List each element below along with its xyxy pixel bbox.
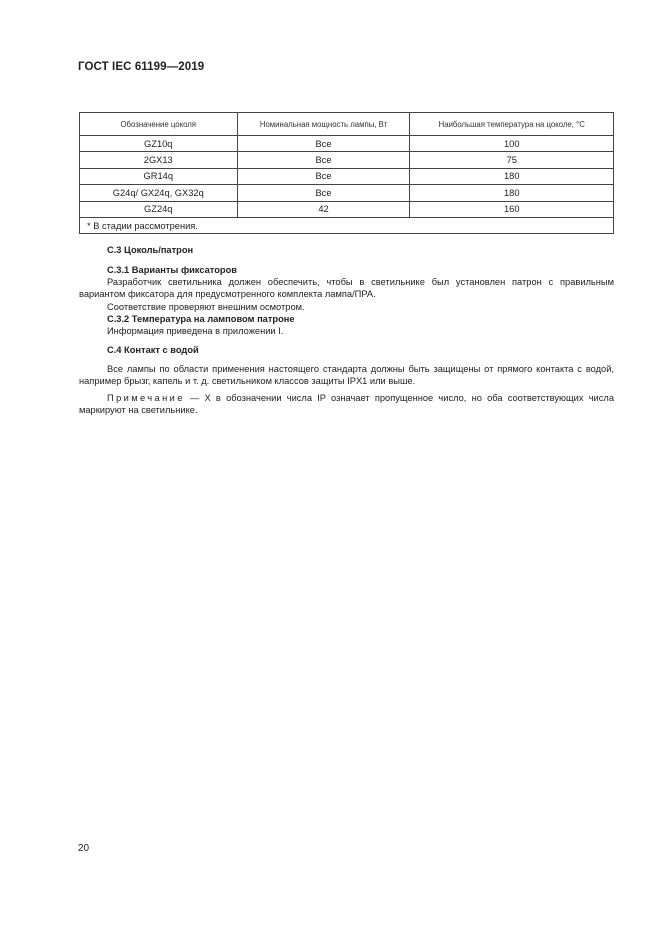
section-c31-paragraph: Разработчик светильника должен обеспечить, чтобы в светильнике был установлен патрон с правильным вариантом фиксатора для предусмотренного комплекта лампа/ПРА.	[79, 277, 614, 300]
table-cell: 42	[237, 201, 410, 217]
section-c31-check-paragraph: Соответствие проверяют внешним осмотром.	[107, 301, 305, 312]
table-cell: Все	[237, 152, 410, 168]
section-c32-heading: С.3.2 Температура на ламповом патроне	[107, 313, 295, 324]
table-footnote-row	[80, 217, 614, 233]
table-row	[80, 201, 614, 217]
column-header-cap-designation: Обозначение цоколя	[80, 113, 238, 136]
note-text: — X в обозначении числа IP означает пропущенное число, но оба соответствующих числа маркируют на светильнике.	[79, 393, 614, 416]
table-cell: GR14q	[80, 168, 238, 184]
table-cell: Все	[237, 185, 410, 201]
column-header-lamp-power: Номинальная мощность лампы, Вт	[237, 113, 410, 136]
table-cell: 2GX13	[80, 152, 238, 168]
section-c31	[79, 264, 614, 337]
section-c4-heading: С.4 Контакт с водой	[107, 345, 199, 355]
table-cell: 180	[410, 168, 614, 184]
page-number: 20	[78, 843, 90, 854]
table-cell: GZ10q	[80, 136, 238, 152]
table-cell: 75	[410, 152, 614, 168]
table-row	[80, 136, 614, 152]
table-row	[80, 168, 614, 184]
section-c4-paragraph: Все лампы по области применения настоящего стандарта должны быть защищены от прямого контакта с водой, например брызг, капель и т. д. светильником классов защиты IPX1 или выше.	[79, 364, 614, 387]
column-header-max-cap-temperature: Наибольшая температура на цоколе, °С	[410, 113, 614, 136]
document-header-title: ГОСТ IEC 61199—2019	[78, 61, 205, 73]
table-row	[80, 185, 614, 201]
table-cell: Все	[237, 168, 410, 184]
table-row	[80, 152, 614, 168]
table-header-row	[80, 113, 614, 136]
table-cell: 100	[410, 136, 614, 152]
section-c3	[79, 244, 614, 256]
section-c4-body	[79, 363, 614, 387]
table-cell: Все	[237, 136, 410, 152]
section-c32-paragraph: Информация приведена в приложении I.	[107, 326, 284, 337]
note-label: Примечание	[107, 393, 185, 403]
lamp-cap-temperature-table	[79, 112, 614, 234]
table-cell: GZ24q	[80, 201, 238, 217]
note-block	[79, 392, 614, 416]
table-cell: G24q/ GX24q, GX32q	[80, 185, 238, 201]
section-c4	[79, 344, 614, 356]
note-paragraph	[79, 392, 614, 416]
table-cell: 160	[410, 201, 614, 217]
section-c3-heading: С.3 Цоколь/патрон	[107, 245, 194, 255]
table-footnote: * В стадии рассмотрения.	[80, 217, 614, 233]
section-c31-heading: С.3.1 Варианты фиксаторов	[107, 265, 237, 275]
table-cell: 180	[410, 185, 614, 201]
